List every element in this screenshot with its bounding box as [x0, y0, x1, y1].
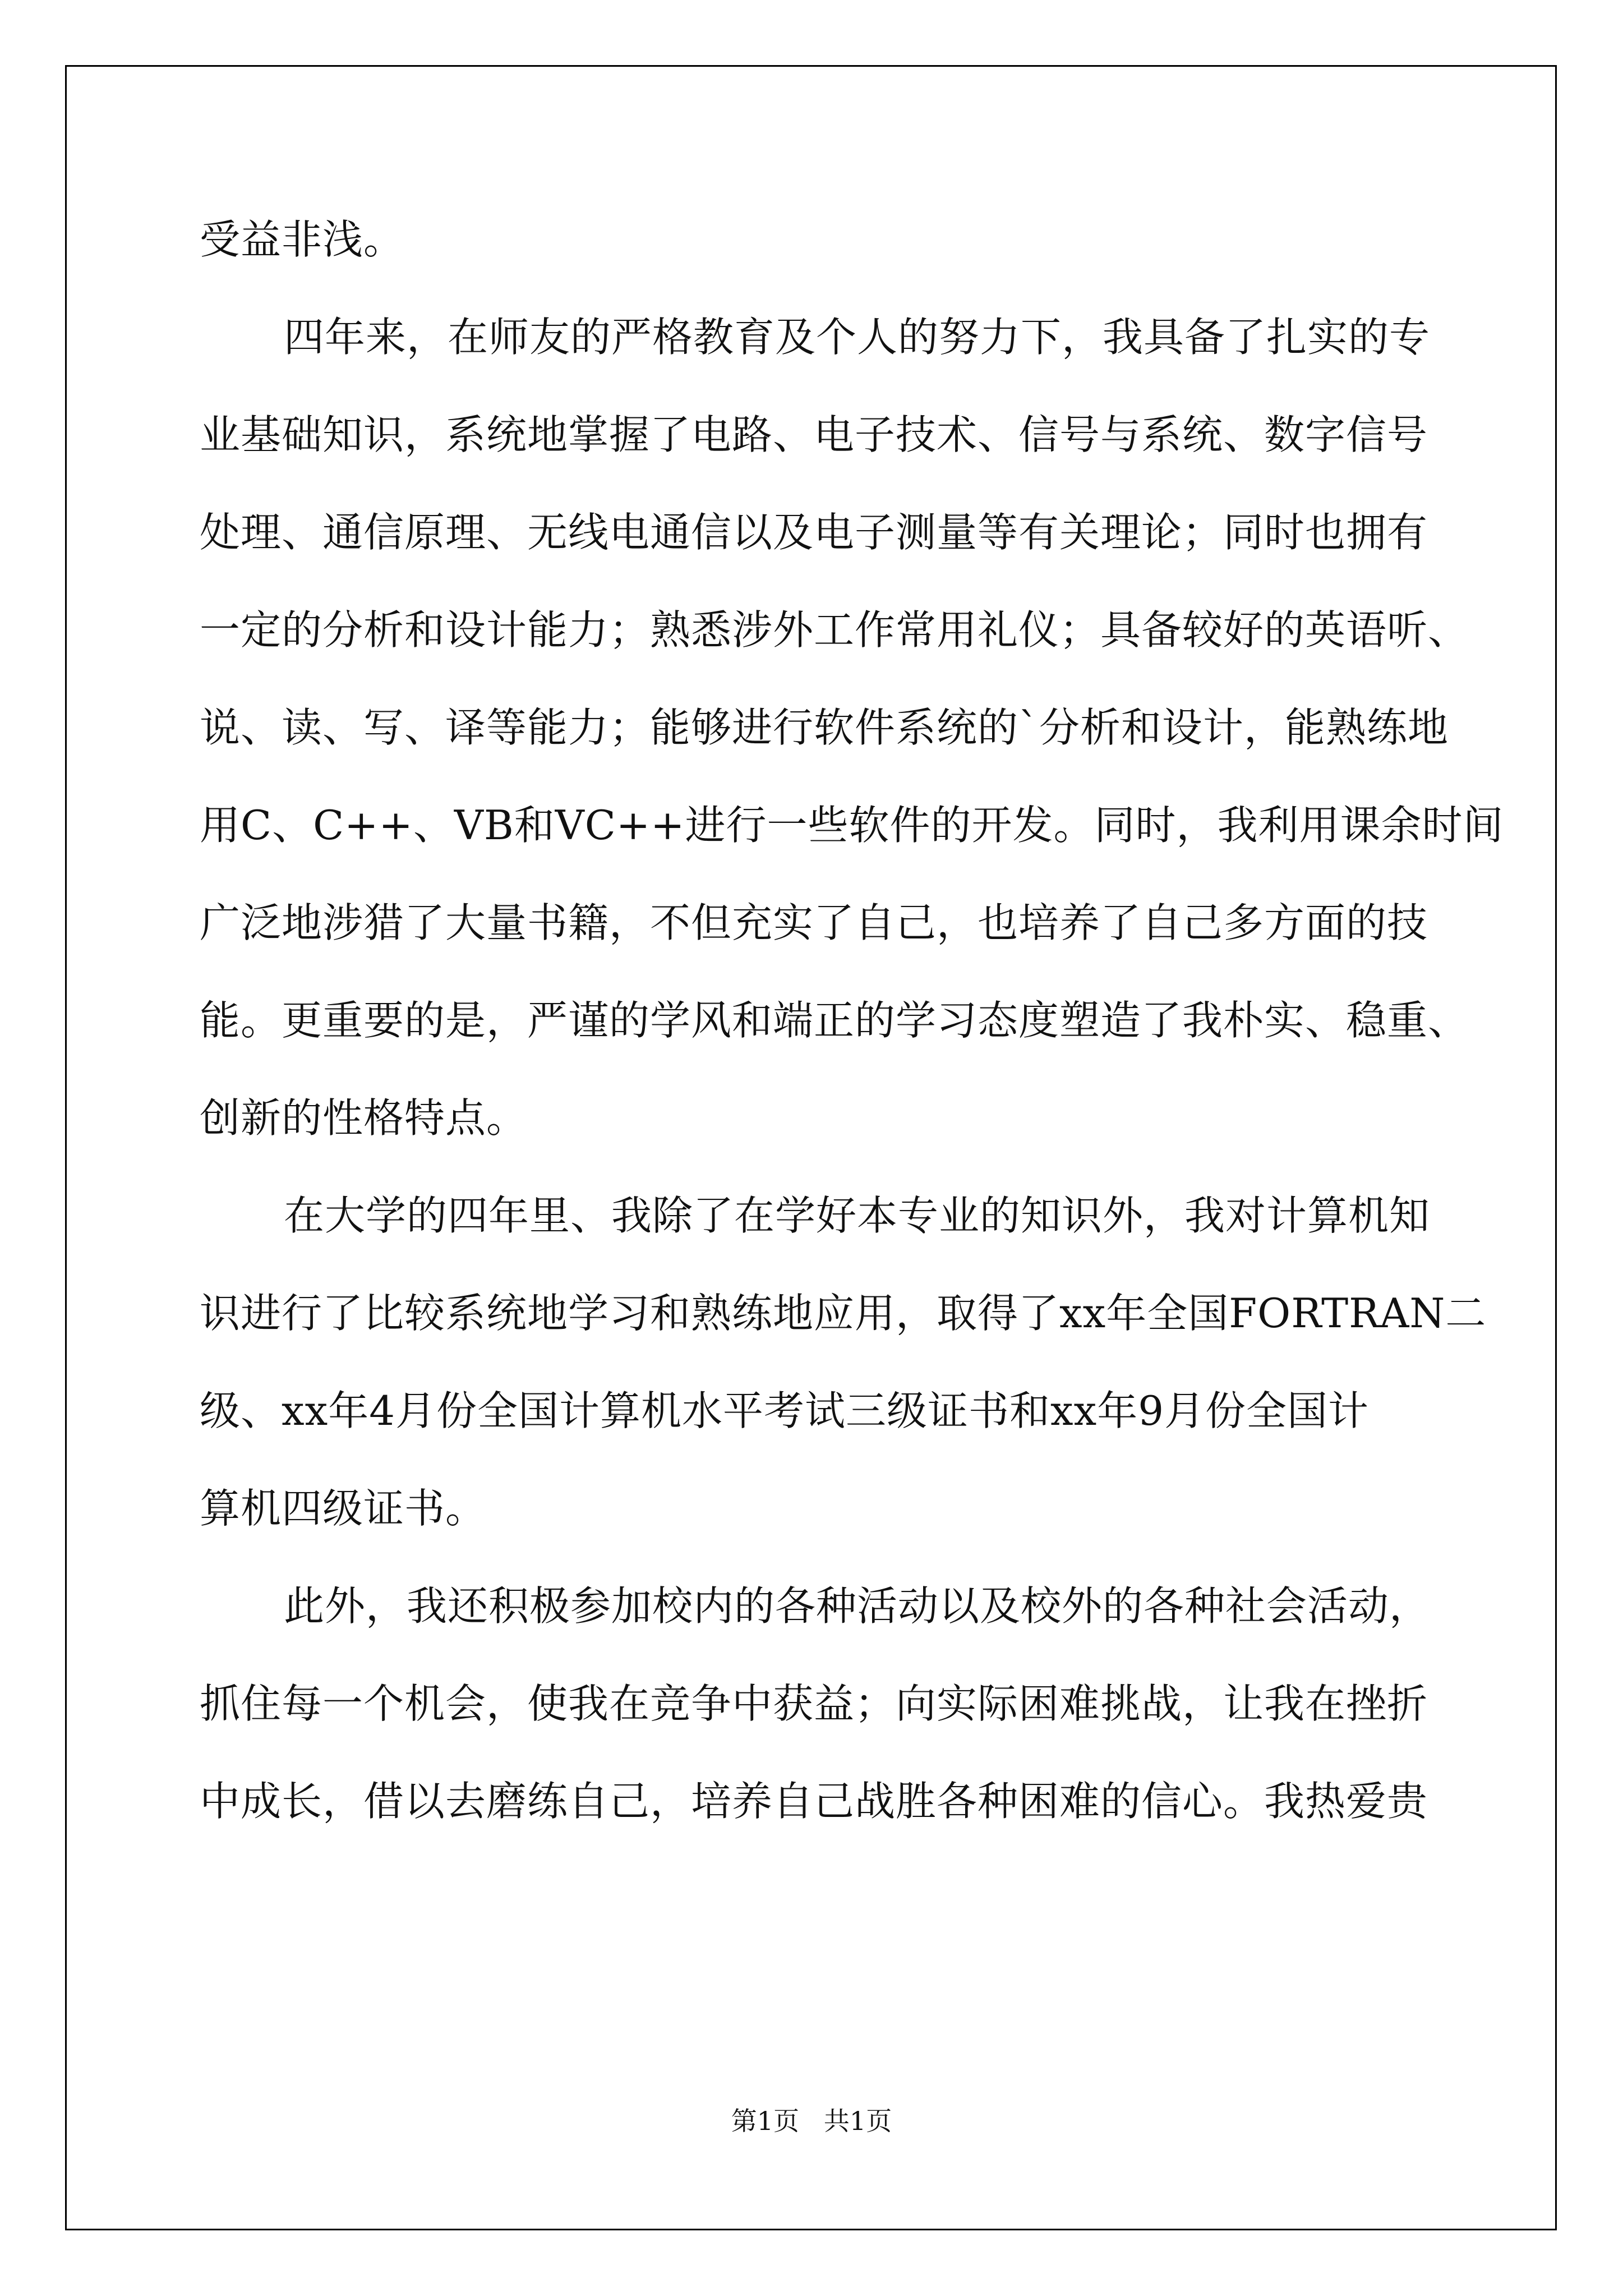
document-body	[200, 191, 1504, 1850]
text-line: 业基础知识，系统地掌握了电路、电子技术、信号与系统、数字信号	[200, 411, 1428, 458]
text-line: 中成长，借以去磨练自己，培养自己战胜各种困难的信心。我热爱贵	[200, 1778, 1428, 1825]
text-line: 级、xx年4月份全国计算机水平考试三级证书和xx年9月份全国计	[200, 1387, 1370, 1434]
text-line: 一定的分析和设计能力；熟悉涉外工作常用礼仪；具备较好的英语听、	[200, 606, 1469, 654]
text-line: 能。更重要的是，严谨的学风和端正的学习态度塑造了我朴实、稳重、	[200, 997, 1469, 1044]
page-number-footer: 第1页 共1页	[731, 2106, 892, 2136]
text-line: 受益非浅。	[200, 216, 405, 263]
text-line: 抓住每一个机会，使我在竞争中获益；向实际困难挑战，让我在挫折	[200, 1680, 1428, 1727]
text-line: 创新的性格特点。	[200, 1094, 528, 1142]
text-line: 广泛地涉猎了大量书籍，不但充实了自己，也培养了自己多方面的技	[200, 899, 1428, 946]
text-line: 在大学的四年里、我除了在学好本专业的知识外，我对计算机知	[284, 1192, 1431, 1239]
text-line: 识进行了比较系统地学习和熟练地应用，取得了xx年全国FORTRAN二	[200, 1290, 1487, 1337]
text-line: 四年来，在师友的严格教育及个人的努力下，我具备了扎实的专	[284, 314, 1431, 361]
text-line: 用C、C++、VB和VC++进行一些软件的开发。同时，我利用课余时间	[200, 802, 1504, 849]
text-line: 此外，我还积极参加校内的各种活动以及校外的各种社会活动，	[284, 1582, 1431, 1630]
text-line: 算机四级证书。	[200, 1485, 487, 1532]
text-line: 说、读、写、译等能力；能够进行软件系统的`分析和设计，能熟练地	[200, 704, 1449, 751]
text-line: 处理、通信原理、无线电通信以及电子测量等有关理论；同时也拥有	[200, 509, 1428, 556]
